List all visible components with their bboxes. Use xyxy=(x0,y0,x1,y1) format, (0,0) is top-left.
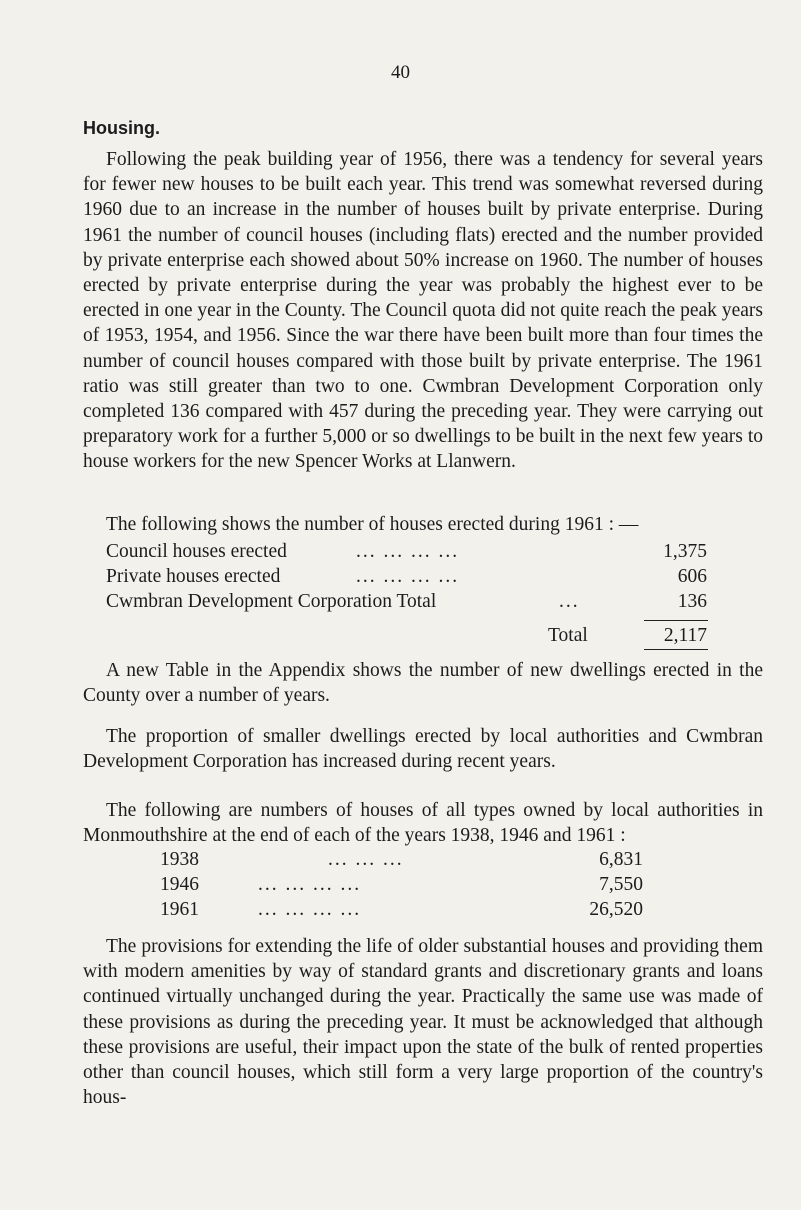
year-label: 1961 xyxy=(160,899,199,920)
paragraph-owned-houses: The following are numbers of houses of all types owned by local authorities in Monmouthshire at the end of each of the years 1938, 1946 and 1961 : xyxy=(83,800,763,847)
row-value: 26,520 xyxy=(589,899,643,920)
row-value: 1,375 xyxy=(663,541,707,562)
table-row xyxy=(83,566,763,590)
row-label: Cwmbran Development Corporation Total xyxy=(106,591,437,612)
row-label: Council houses erected xyxy=(106,541,287,562)
page-number: 40 xyxy=(391,62,410,83)
total-row xyxy=(83,625,763,649)
paragraph-appendix-table: A new Table in the Appendix shows the number of new dwellings erected in the County over a number of years. xyxy=(83,660,763,707)
table-row xyxy=(83,591,763,615)
leader-dots: ... ... ... ... xyxy=(356,566,460,587)
leader-dots: ... ... ... ... xyxy=(258,874,362,895)
total-value: 2,117 xyxy=(663,625,707,646)
paragraph-housing-trend: Following the peak building year of 1956, there was a tendency for several years for fewer new houses to be built each year. This trend was somewhat reversed during 1960 due to an increase in the number of houses built by private enterprise. During 1961 the number of council houses (including flats) erected and the number provided by private enterprise each showed about 50% increase on 1960. The number of houses erected by private enterprise during the year was probably the highest ever to be erected in one year in the County. The Council quota did not quite reach the peak years of 1953, 1954, and 1956. Since the war there have been built more than four times the number of council houses compared with those built by private enterprise. The 1961 ratio was still greater than two to one. Cwmbran Development Corporation only completed 136 compared with 457 during the preceding year. They were carrying out preparatory work for a further 5,000 or so dwellings to be built in the next few years to house workers for the new Spencer Works at Llanwern. xyxy=(83,149,763,473)
paragraph-smaller-dwellings: The proportion of smaller dwellings erected by local authorities and Cwmbran Development Corporation has increased during recent years. xyxy=(83,726,763,773)
leader-dots: ... ... ... xyxy=(328,849,404,870)
leader-dots: ... ... ... ... xyxy=(258,899,362,920)
table-row xyxy=(83,874,763,898)
row-value: 7,550 xyxy=(599,874,643,895)
row-value: 136 xyxy=(677,591,707,612)
year-label: 1938 xyxy=(160,849,199,870)
row-value: 606 xyxy=(677,566,707,587)
table-row xyxy=(83,849,763,873)
total-label: Total xyxy=(548,625,588,646)
row-label: Private houses erected xyxy=(106,566,281,587)
table-row xyxy=(83,541,763,565)
row-value: 6,831 xyxy=(599,849,643,870)
total-rule-bottom xyxy=(644,649,708,650)
table-row xyxy=(83,899,763,923)
leader-dots: ... ... ... ... xyxy=(356,541,460,562)
section-heading: Housing. xyxy=(83,118,160,138)
year-label: 1946 xyxy=(160,874,199,895)
paragraph-provisions: The provisions for extending the life of older substantial houses and providing them with modern amenities by way of standard grants and discretionary grants and loans continued virtually unchanged during the year. Practically the same use was made of these provisions as during the preceding year. It must be acknowledged that although these provisions are useful, their impact upon the state of the bulk of rented properties other than council houses, which still form a very large proportion of the country's hous- xyxy=(83,936,763,1109)
total-rule-top xyxy=(644,620,708,621)
leader-dots: ... xyxy=(559,591,580,612)
